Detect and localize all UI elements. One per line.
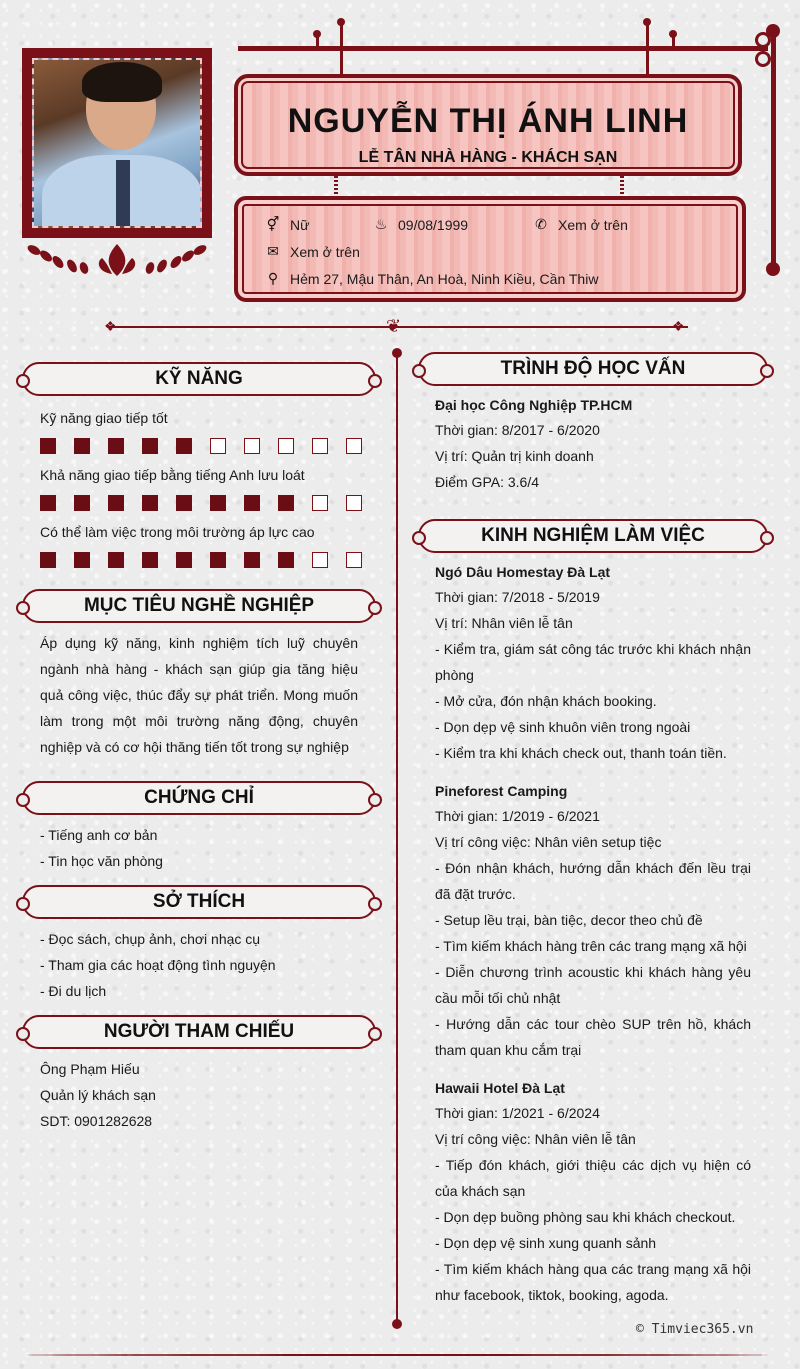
birthday-row — [372, 216, 468, 233]
experience-heading: KINH NGHIỆM LÀM VIỆC — [418, 519, 768, 553]
hobbies-list — [40, 926, 276, 1004]
rating-square — [244, 495, 260, 511]
rating-square — [108, 495, 124, 511]
job-duty: - Kiểm tra khi khách check out, thanh toán tiền. — [435, 745, 727, 761]
company-name: Ngó Dâu Homestay Đà Lạt — [435, 564, 611, 580]
education-time: Thời gian: 8/2017 - 6/2020 — [435, 422, 600, 438]
list-item: Quản lý khách sạn — [40, 1087, 156, 1103]
list-item: - Đi du lịch — [40, 983, 107, 999]
profile-photo-frame — [22, 48, 212, 238]
skills-heading: KỸ NĂNG — [22, 362, 376, 396]
job-position: Vị trí: Nhân viên lễ tân — [435, 615, 573, 631]
rating-square — [176, 495, 192, 511]
rating-square — [346, 495, 362, 511]
phone-value: Xem ở trên — [558, 216, 628, 233]
rating-square — [40, 495, 56, 511]
rating-square — [210, 552, 226, 568]
job-duty: - Hướng dẫn các tour chèo SUP trên hồ, khách tham quan khu cắm trại — [435, 1016, 751, 1058]
job-time: Thời gian: 7/2018 - 5/2019 — [435, 589, 600, 605]
ring-icon — [755, 32, 771, 48]
job-duty: - Mở cửa, đón nhận khách booking. — [435, 693, 657, 709]
job-duty: - Setup lều trại, bàn tiệc, decor theo chủ đề — [435, 912, 703, 928]
job-duty: - Tiếp đón khách, giới thiệu các dịch vụ hiện có của khách sạn — [435, 1157, 751, 1199]
job-duty: - Tìm kiếm khách hàng trên các trang mạng xã hội — [435, 938, 747, 954]
phone-row — [532, 216, 628, 233]
list-item: - Tham gia các hoạt động tình nguyện — [40, 957, 276, 973]
envelope-icon: ✉ — [267, 243, 279, 259]
rating-square — [244, 438, 260, 454]
job-block — [435, 560, 751, 766]
address-row — [264, 270, 598, 287]
hobbies-heading: SỞ THÍCH — [22, 885, 376, 919]
phone-icon: ✆ — [535, 216, 547, 232]
rating-square — [346, 552, 362, 568]
watermark: © Timviec365.vn — [636, 1322, 754, 1337]
certificates-list — [40, 822, 163, 874]
job-time: Thời gian: 1/2021 - 6/2024 — [435, 1105, 600, 1121]
vertical-divider — [396, 352, 398, 1324]
rating-square — [278, 552, 294, 568]
list-item: - Tiếng anh cơ bản — [40, 827, 158, 843]
laurel-ornament-icon — [22, 240, 212, 280]
education-position: Vị trí: Quản trị kinh doanh — [435, 448, 594, 464]
rating-square — [244, 552, 260, 568]
education-heading: TRÌNH ĐỘ HỌC VẤN — [418, 352, 768, 386]
rating-square — [74, 495, 90, 511]
address-value: Hẻm 27, Mậu Thân, An Hoà, Ninh Kiều, Cần Thiw — [290, 270, 599, 287]
name-board — [234, 74, 742, 176]
flourish-icon: ❖ — [672, 318, 685, 334]
job-time: Thời gian: 1/2019 - 6/2021 — [435, 808, 600, 824]
bottom-divider — [26, 1354, 768, 1356]
rating-square — [74, 438, 90, 454]
flourish-icon: ❦ — [386, 316, 402, 336]
avatar — [32, 58, 202, 228]
rating-square — [108, 552, 124, 568]
rating-square — [312, 495, 328, 511]
company-name: Hawaii Hotel Đà Lạt — [435, 1080, 565, 1096]
rating-square — [142, 552, 158, 568]
rating-square — [142, 438, 158, 454]
job-block — [435, 1076, 751, 1308]
job-block — [435, 779, 751, 1063]
certificates-heading: CHỨNG CHỈ — [22, 781, 376, 815]
job-duty: - Dọn dẹp vệ sinh khuôn viên trong ngoài — [435, 719, 691, 735]
rating-square — [210, 495, 226, 511]
list-item: SDT: 0901282628 — [40, 1113, 153, 1129]
references-list — [40, 1056, 156, 1134]
education-gpa: Điểm GPA: 3.6/4 — [435, 474, 540, 490]
school-name: Đại học Công Nghiệp TP.HCM — [435, 397, 633, 413]
job-position: Vị trí công việc: Nhân viên setup tiệc — [435, 834, 662, 850]
birthday-value: 09/08/1999 — [398, 216, 469, 233]
company-name: Pineforest Camping — [435, 783, 568, 799]
rating-square — [210, 438, 226, 454]
job-duty: - Dọn dẹp vệ sinh xung quanh sảnh — [435, 1235, 657, 1251]
job-duty: - Kiểm tra, giám sát công tác trước khi khách nhận phòng — [435, 641, 751, 683]
job-duty: - Dọn dẹp buồng phòng sau khi khách checkout. — [435, 1209, 736, 1225]
gender-icon: ⚥ — [266, 216, 280, 232]
contact-board — [234, 196, 746, 302]
skill-label: Kỹ năng giao tiếp tốt — [40, 410, 168, 426]
ring-icon — [755, 51, 771, 67]
rating-square — [312, 438, 328, 454]
rating-square — [142, 495, 158, 511]
skill-rating — [40, 438, 362, 454]
rating-square — [108, 438, 124, 454]
job-duty: - Đón nhận khách, hướng dẫn khách đến lều trại đã đặt trước. — [435, 860, 751, 902]
skill-label: Khả năng giao tiếp bằng tiếng Anh lưu loát — [40, 467, 305, 483]
skill-rating — [40, 495, 362, 511]
job-title: LỄ TÂN NHÀ HÀNG - KHÁCH SẠN — [358, 149, 618, 166]
rating-square — [176, 438, 192, 454]
list-item: - Tin học văn phòng — [40, 853, 163, 869]
email-row — [264, 243, 360, 260]
gender-value: Nữ — [290, 216, 310, 233]
list-item: Ông Phạm Hiếu — [40, 1061, 140, 1077]
references-heading: NGƯỜI THAM CHIẾU — [22, 1015, 376, 1049]
rating-square — [40, 438, 56, 454]
objective-heading: MỤC TIÊU NGHỀ NGHIỆP — [22, 589, 376, 623]
email-value: Xem ở trên — [290, 243, 360, 260]
list-item: - Đọc sách, chụp ảnh, chơi nhạc cụ — [40, 931, 261, 947]
rating-square — [278, 438, 294, 454]
job-duty: - Tìm kiếm khách hàng qua các trang mạng xã hội như facebook, tiktok, booking, agoda. — [435, 1261, 751, 1303]
job-position: Vị trí công việc: Nhân viên lễ tân — [435, 1131, 636, 1147]
skill-label: Có thể làm việc trong môi trường áp lực cao — [40, 524, 315, 540]
gender-row — [264, 216, 309, 233]
skill-rating — [40, 552, 362, 568]
job-duty: - Diễn chương trình acoustic khi khách hàng yêu cầu mỗi tối chủ nhật — [435, 964, 751, 1006]
rating-square — [312, 552, 328, 568]
candidate-name: NGUYỄN THỊ ÁNH LINH — [287, 102, 689, 140]
rating-square — [278, 495, 294, 511]
map-pin-icon: ⚲ — [267, 270, 279, 286]
rating-square — [346, 438, 362, 454]
rating-square — [176, 552, 192, 568]
cake-icon: ♨ — [374, 216, 388, 232]
rating-square — [74, 552, 90, 568]
flourish-icon: ❖ — [104, 318, 117, 334]
education-block — [435, 393, 751, 495]
objective-text: Áp dụng kỹ năng, kinh nghiệm tích luỹ chuyên ngành nhà hàng - khách sạn giúp gia tăng hiệu quả công việc, thúc đẩy sự phát triển. Mong muốn làm trong một môi trường năng động, chuyên nghiệp và có cơ hội thăng tiến tốt trong sự nghiệp — [40, 635, 358, 755]
hanging-post — [771, 30, 776, 270]
rating-square — [40, 552, 56, 568]
